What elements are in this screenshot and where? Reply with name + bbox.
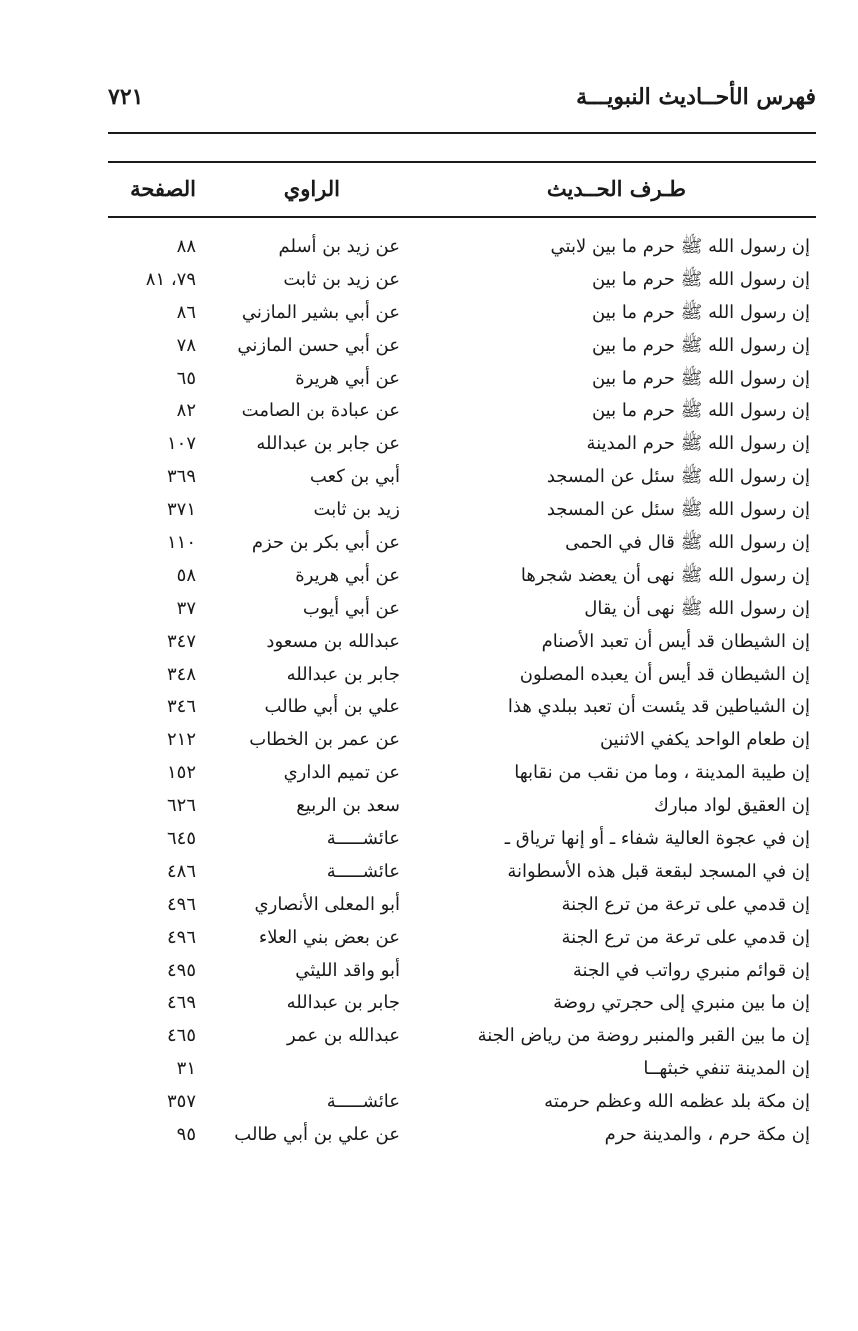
page-reference: ١١٠ <box>166 532 196 554</box>
hadith-text: إن العقيق لواد مبارك <box>654 795 810 817</box>
hadith-text: إن المدينة تنفي خبثهــا <box>643 1058 810 1080</box>
column-header-narrator: الراوي <box>283 176 340 201</box>
page-reference: ٨٨ <box>176 236 196 257</box>
hadith-text: إن رسول الله ﷺ سئل عن المسجد <box>546 499 810 521</box>
hadith-text: إن قدمي على ترعة من ترع الجنة <box>561 926 810 948</box>
narrator-text: عن بعض بني العلاء <box>258 926 400 948</box>
page-reference: ٣٥٧ <box>166 1091 196 1113</box>
page-reference: ٤٩٦ <box>166 926 196 948</box>
table-row <box>108 1021 816 1054</box>
narrator-text: عن علي بن أبي طالب <box>234 1124 400 1146</box>
page-reference: ٥٨ <box>176 564 196 586</box>
table-row <box>108 331 816 364</box>
table-row <box>108 627 816 660</box>
narrator-text: سعد بن الربيع <box>296 795 400 817</box>
hadith-text: إن رسول الله ﷺ نهى أن يقال <box>584 597 810 619</box>
column-header-hadith: طـرف الحــديث <box>546 176 686 201</box>
page-number: ٧٢١ <box>108 84 144 110</box>
narrator-text: علي بن أبي طالب <box>264 696 400 718</box>
narrator-text: أبو واقد الليثي <box>295 959 400 981</box>
column-header-page: الصفحة <box>130 176 196 201</box>
hadith-text: إن طعام الواحد يكفي الاثنين <box>599 729 810 751</box>
table-row <box>108 364 816 397</box>
narrator-text: عن عبادة بن الصامت <box>241 400 400 422</box>
hadith-text: إن مكة بلد عظمه الله وعظم حرمته <box>544 1091 810 1113</box>
table-top-rule <box>108 161 816 163</box>
narrator-text: عبدالله بن عمر <box>287 1025 400 1047</box>
page-reference: ٦٢٦ <box>166 795 196 817</box>
table-row <box>108 857 816 890</box>
table-row <box>108 1087 816 1120</box>
narrator-text: جابر بن عبدالله <box>286 992 400 1014</box>
narrator-text: عن أبي هريرة <box>295 367 400 389</box>
page-reference: ٤٦٩ <box>166 992 196 1014</box>
page-reference: ١٠٧ <box>166 433 196 455</box>
hadith-text: إن ما بين منبري إلى حجرتي روضة <box>553 992 810 1014</box>
hadith-text: إن قوائم منبري رواتب في الجنة <box>572 959 810 981</box>
page-reference: ٣٧١ <box>166 499 196 521</box>
page-reference: ٧٨ <box>176 334 196 356</box>
page-reference: ٣٦٩ <box>166 466 196 488</box>
page-reference: ١٥٢ <box>166 762 196 784</box>
narrator-text: عن أبي هريرة <box>295 564 400 586</box>
hadith-text: إن الشياطين قد يئست أن تعبد ببلدي هذا <box>507 696 810 718</box>
hadith-text: إن رسول الله ﷺ حرم المدينة <box>586 433 810 455</box>
narrator-text: عن أبي أيوب <box>302 597 400 619</box>
table-row <box>108 890 816 923</box>
table-row <box>108 660 816 693</box>
table-row <box>108 298 816 331</box>
table-row <box>108 396 816 429</box>
narrator-text: عن أبي بكر بن حزم <box>251 532 400 554</box>
narrator-text: عائشـــــة <box>326 828 400 850</box>
page-reference: ٦٥ <box>176 367 196 389</box>
table-row <box>108 265 816 298</box>
header-rule <box>108 132 816 134</box>
table-header-rule <box>108 216 816 218</box>
table-row <box>108 758 816 791</box>
hadith-text: إن مكة حرم ، والمدينة حرم <box>604 1124 810 1146</box>
page-reference: ٤٩٥ <box>166 959 196 981</box>
narrator-text: عن زيد بن أسلم <box>278 236 400 257</box>
hadith-text: إن رسول الله ﷺ حرم ما بين <box>591 301 810 323</box>
table-row <box>108 988 816 1021</box>
page-reference: ٣٧ <box>176 597 196 619</box>
narrator-text: عن عمر بن الخطاب <box>249 729 400 751</box>
table-row <box>108 561 816 594</box>
narrator-text: زيد بن ثابت <box>313 499 400 521</box>
narrator-text: أبو المعلى الأنصاري <box>254 893 400 915</box>
page-reference: ٣٤٨ <box>166 663 196 685</box>
narrator-text: عبدالله بن مسعود <box>266 630 400 652</box>
page-reference: ٣١ <box>176 1058 196 1080</box>
page-reference: ٩٥ <box>176 1124 196 1146</box>
narrator-text: عائشـــــة <box>326 860 400 882</box>
table-row <box>108 528 816 561</box>
table-row <box>108 725 816 758</box>
hadith-text: إن رسول الله ﷺ حرم ما بين <box>591 367 810 389</box>
narrator-text: عن أبي حسن المازني <box>237 334 400 356</box>
page-reference: ٦٤٥ <box>166 828 196 850</box>
hadith-text: إن الشيطان قد أيس أن يعبده المصلون <box>519 663 810 685</box>
page-reference: ٤٩٦ <box>166 893 196 915</box>
table-row <box>108 1120 816 1153</box>
hadith-text: إن في عجوة العالية شفاء ـ أو إنها ترياق ـ <box>504 828 810 850</box>
hadith-text: إن رسول الله ﷺ حرم ما بين <box>591 268 810 290</box>
hadith-text: إن قدمي على ترعة من ترع الجنة <box>561 893 810 915</box>
hadith-text: إن رسول الله ﷺ نهى أن يعضد شجرها <box>520 564 810 586</box>
hadith-text: إن في المسجد لبقعة قبل هذه الأسطوانة <box>507 860 810 882</box>
page-reference: ٤٦٥ <box>166 1025 196 1047</box>
table-row <box>108 1054 816 1087</box>
table-row <box>108 692 816 725</box>
page-reference: ٤٨٦ <box>166 860 196 882</box>
narrator-text: عن تميم الداري <box>283 762 400 784</box>
narrator-text: جابر بن عبدالله <box>286 663 400 685</box>
hadith-text: إن رسول الله ﷺ حرم ما بين <box>591 334 810 356</box>
table-row <box>108 462 816 495</box>
narrator-text: عائشـــــة <box>326 1091 400 1113</box>
page-reference: ٣٤٧ <box>166 630 196 652</box>
table-header <box>108 172 816 212</box>
table-row <box>108 923 816 956</box>
table-row <box>108 824 816 857</box>
hadith-text: إن طيبة المدينة ، وما من نقب من نقابها <box>514 762 810 784</box>
hadith-text: إن رسول الله ﷺ حرم ما بين لابتي <box>550 236 810 257</box>
hadith-text: إن رسول الله ﷺ حرم ما بين <box>591 400 810 422</box>
page-reference: ٨٦ <box>176 301 196 323</box>
narrator-text: أبي بن كعب <box>309 466 400 488</box>
table-row <box>108 594 816 627</box>
hadith-text: إن رسول الله ﷺ سئل عن المسجد <box>546 466 810 488</box>
table-row <box>108 495 816 528</box>
page-header <box>108 78 816 122</box>
table-row <box>108 791 816 824</box>
hadith-text: إن ما بين القبر والمنبر روضة من رياض الجنة <box>477 1025 810 1047</box>
page-reference: ٣٤٦ <box>166 696 196 718</box>
page-reference: ٨٢ <box>176 400 196 422</box>
page-reference: ٢١٢ <box>166 729 196 751</box>
page-reference: ٧٩، ٨١ <box>145 268 196 290</box>
hadith-text: إن رسول الله ﷺ قال في الحمى <box>565 532 810 554</box>
narrator-text: عن أبي بشير المازني <box>241 301 400 323</box>
table-row <box>108 429 816 462</box>
narrator-text: عن زيد بن ثابت <box>283 268 400 290</box>
table-row <box>108 232 816 265</box>
table-row <box>108 956 816 989</box>
narrator-text: عن جابر بن عبدالله <box>256 433 400 455</box>
hadith-text: إن الشيطان قد أيس أن تعبد الأصنام <box>541 630 810 652</box>
index-table-body <box>108 232 816 1153</box>
page-title: فهرس الأحــاديث النبويـــة <box>576 84 816 110</box>
